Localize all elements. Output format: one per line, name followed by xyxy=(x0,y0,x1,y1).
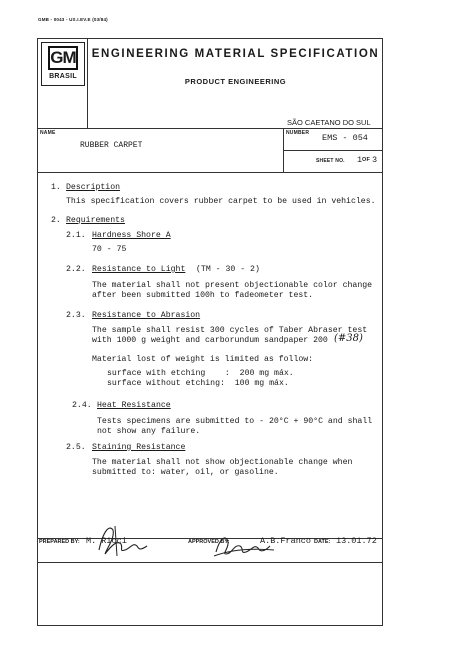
section-2-number: 2. xyxy=(51,216,61,225)
document-subtitle: PRODUCT ENGINEERING xyxy=(184,77,287,86)
date-label: DATE: xyxy=(314,539,331,545)
section-2-3-limit: surface with etching : 200 mg máx. xyxy=(107,369,294,378)
section-2-4-number: 2.4. xyxy=(72,401,92,410)
section-2-4-text-line: not show any failure. xyxy=(97,427,201,436)
divider xyxy=(37,172,383,173)
section-2-3-text-line: The sample shall resist 300 cycles of Taber Abraser test xyxy=(92,326,368,335)
section-2-title: Requirements xyxy=(66,216,125,225)
sheet-of-label: OF xyxy=(362,157,371,163)
section-2-5-text-line: submitted to: water, oil, or gasoline. xyxy=(92,468,279,477)
section-1-text: This specification covers rubber carpet to be used in vehicles. xyxy=(66,197,376,206)
approver-signature xyxy=(210,530,280,560)
sheet-value: 1 xyxy=(357,155,363,165)
section-2-1-value: 70 - 75 xyxy=(92,245,127,254)
divider xyxy=(283,150,383,151)
section-2-3-text-line: with 1000 g weight and carborundum sandpaper 200 xyxy=(92,336,328,345)
prepared-by-value: M. Ricci xyxy=(86,536,127,546)
number-label: NUMBER xyxy=(286,130,310,136)
section-2-2-reference: (TM - 30 - 2) xyxy=(196,265,260,274)
section-2-1-title: Hardness Shore A xyxy=(92,231,171,240)
section-2-5-number: 2.5. xyxy=(66,443,86,452)
section-2-2-title: Resistance to Light xyxy=(92,265,186,274)
logo-mark: GM xyxy=(48,46,78,70)
approved-by-value: A.B.Franco xyxy=(260,536,312,546)
section-2-2-text-line: The material shall not present objectionable color change xyxy=(92,281,373,290)
section-2-3-limit: surface without etching: 100 mg máx. xyxy=(107,379,289,388)
handwritten-annotation: (#38) xyxy=(334,333,363,344)
section-2-4-title: Heat Resistance xyxy=(97,401,171,410)
gm-brasil-logo xyxy=(41,42,85,86)
name-label: NAME xyxy=(40,130,56,136)
section-2-5-title: Staining Resistance xyxy=(92,443,186,452)
section-1-number: 1. xyxy=(51,183,61,192)
form-code: GMB - 0043 - US.I.EV.E (03/84) xyxy=(38,17,108,22)
prepared-by-label: PREPARED BY: xyxy=(39,539,80,545)
section-2-4-text-line: Tests specimens are submitted to - 20°C + 90°C and shall xyxy=(97,417,373,426)
section-1-title: Description xyxy=(66,183,121,192)
divider xyxy=(37,128,383,129)
section-2-1-number: 2.1. xyxy=(66,231,86,240)
sheet-label: SHEET NO. xyxy=(316,158,345,164)
document-title: ENGINEERING MATERIAL SPECIFICATION xyxy=(91,48,380,60)
footer-divider xyxy=(37,562,383,563)
section-2-2-number: 2.2. xyxy=(66,265,86,274)
section-2-3-title: Resistance to Abrasion xyxy=(92,311,201,320)
section-2-5-text-line: The material shall not show objectionable change when xyxy=(92,458,353,467)
sheet-total: 3 xyxy=(372,155,378,165)
section-2-3-text-line: Material lost of weight is limited as follow: xyxy=(92,355,314,364)
name-value: RUBBER CARPET xyxy=(80,141,143,150)
section-2-3-number: 2.3. xyxy=(66,311,86,320)
approved-by-label: APPROVED BY: xyxy=(188,539,230,545)
section-2-2-text-line: after been submitted 100h to fadeometer test. xyxy=(92,291,314,300)
preparer-signature xyxy=(95,520,155,558)
logo-subtext: BRASIL xyxy=(49,73,77,80)
location: SÃO CAETANO DO SUL xyxy=(287,118,371,127)
date-value: 13.01.72 xyxy=(336,536,377,546)
number-value: EMS - 054 xyxy=(322,133,368,143)
